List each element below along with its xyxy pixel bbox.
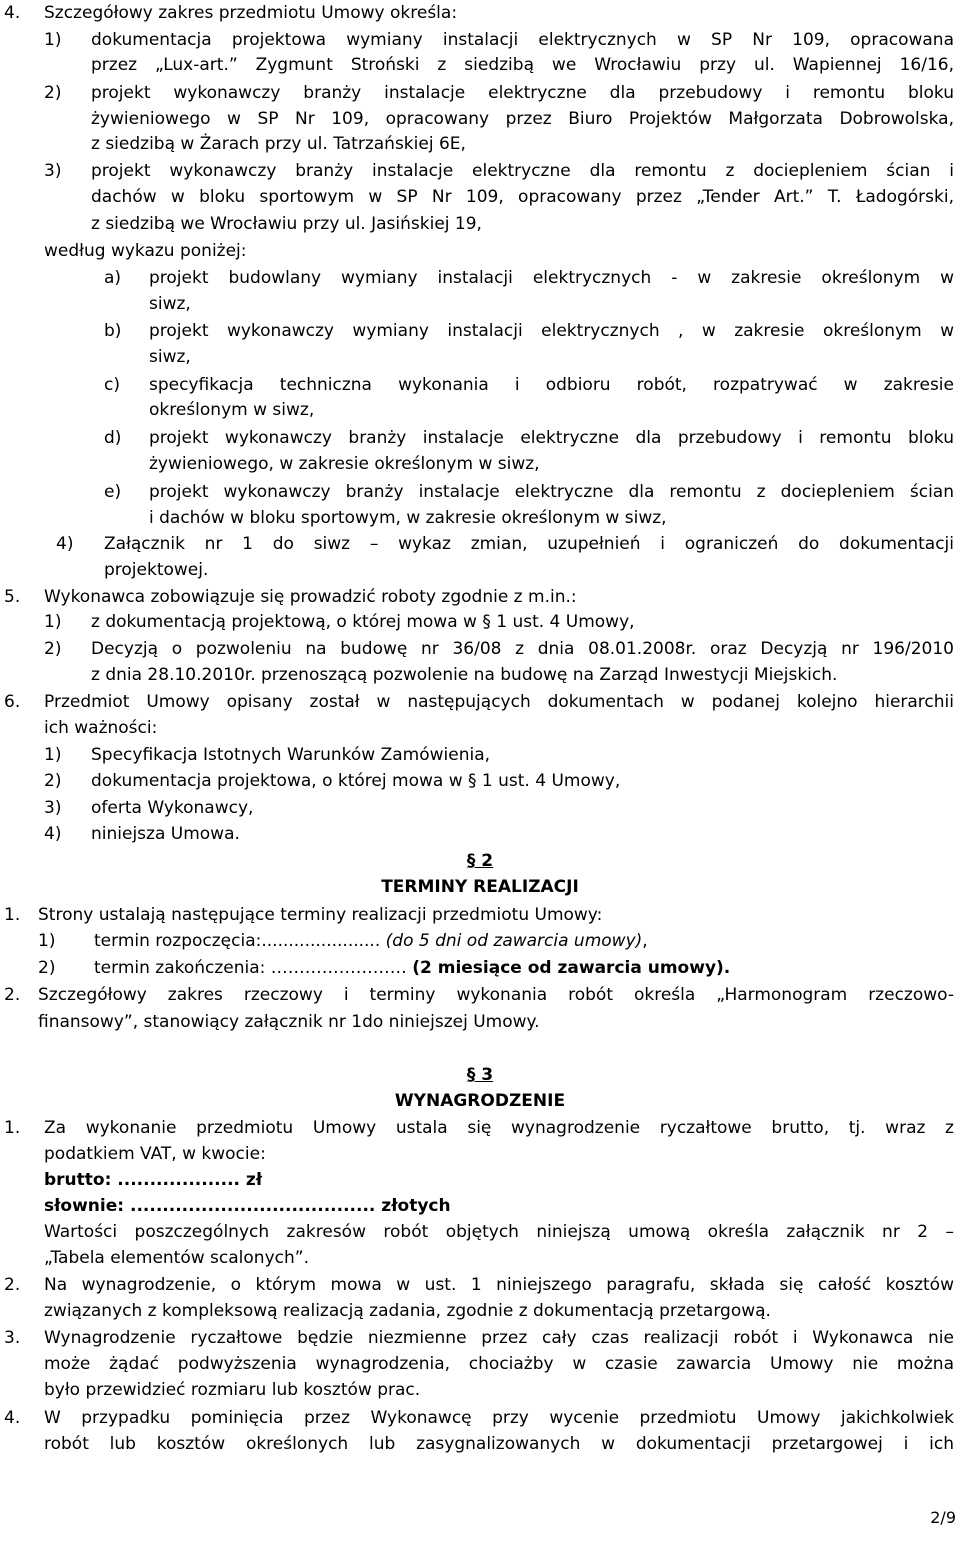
paragraph-line: Wartości poszczególnych zakresów robót objętych niniejszą umową określa załącznik nr 2 – <box>44 1222 954 1242</box>
end-date-note: (2 miesiące od zawarcia umowy). <box>412 958 731 978</box>
item-number: 2) <box>38 958 56 978</box>
item-number: 4) <box>56 534 74 554</box>
start-date-line <box>94 928 648 954</box>
paragraph-line: według wykazu poniżej: <box>44 241 247 261</box>
section-4-number: 4. <box>4 3 21 23</box>
item-number: 4) <box>44 824 62 844</box>
paragraph-sign: § 2 <box>466 851 494 871</box>
gross-amount: brutto: ................... zł <box>44 1170 263 1190</box>
section-4-heading: Szczegółowy zakres przedmiotu Umowy określa: <box>44 3 458 23</box>
sub-item-letter: c) <box>104 375 120 395</box>
paragraph-line: finansowy”, stanowiący załącznik nr 1do niniejszej Umowy. <box>38 1012 540 1032</box>
paragraph-line: dokumentacja projektowa wymiany instalacji elektrycznych w SP Nr 109, opracowana <box>91 30 954 50</box>
paragraph-line: robót lub kosztów określonych lub zasygnalizowanych w dokumentacji przetargowej i ich <box>44 1434 954 1454</box>
paragraph-line: Decyzją o pozwoleniu na budowę nr 36/08 z dnia 08.01.2008r. oraz Decyzją nr 196/2010 <box>91 639 954 659</box>
paragraph-line: projektowej. <box>104 560 209 580</box>
item-number: 4. <box>4 1408 21 1428</box>
paragraph-line: Przedmiot Umowy opisany został w następujących dokumentach w podanej kolejno hierarchii <box>44 692 954 712</box>
item-number: 1) <box>44 612 62 632</box>
end-date-label: termin zakończenia: …………………… <box>94 958 407 978</box>
paragraph-line: z dokumentacją projektową, o której mowa w § 1 ust. 4 Umowy, <box>91 612 635 632</box>
paragraph-line: przez „Lux-art.” Zygmunt Stroński z siedzibą we Wrocławiu przy ul. Wapiennej 16/16, <box>91 55 954 75</box>
amount-in-words: słownie: ...................................... złotych <box>44 1196 451 1216</box>
sub-item-letter: d) <box>104 428 122 448</box>
item-number: 1) <box>44 30 62 50</box>
section-5-heading: Wykonawca zobowiązuje się prowadzić roboty zgodnie z m.in.: <box>44 587 577 607</box>
list-item: oferta Wykonawcy, <box>91 798 254 818</box>
item-number: 3) <box>44 798 62 818</box>
sub-item-line: projekt budowlany wymiany instalacji elektrycznych - w zakresie określonym w <box>149 268 954 288</box>
paragraph-line: z siedzibą we Wrocławiu przy ul. Jasińskiej 19, <box>91 214 482 234</box>
sub-item-line: określonym w siwz, <box>149 400 315 420</box>
paragraph-line: Załącznik nr 1 do siwz – wykaz zmian, uzupełnień i ograniczeń do dokumentacji <box>104 534 954 554</box>
paragraph-line: dachów w bloku sportowym w SP Nr 109, opracowany przez „Tender Art.” T. Ładogórski, <box>91 187 954 207</box>
list-item: Specyfikacja Istotnych Warunków Zamówienia, <box>91 745 491 765</box>
list-item: niniejsza Umowa. <box>91 824 240 844</box>
paragraph-line: podatkiem VAT, w kwocie: <box>44 1144 266 1164</box>
sub-item-letter: a) <box>104 268 122 288</box>
paragraph-line: Szczegółowy zakres rzeczowy i terminy wykonania robót określa „Harmonogram rzeczowo- <box>38 985 954 1005</box>
paragraph-line: było przewidzieć rozmiaru lub kosztów prac. <box>44 1380 421 1400</box>
sub-item-line: żywieniowego, w zakresie określonym w siwz, <box>149 454 540 474</box>
paragraph-line: W przypadku pominięcia przez Wykonawcę przy wycenie przedmiotu Umowy jakichkolwiek <box>44 1408 954 1428</box>
item-number: 2) <box>44 639 62 659</box>
section-6-number: 6. <box>4 692 21 712</box>
sub-item-line: projekt wykonawczy branży instalacje elektryczne dla przebudowy i remontu bloku <box>149 428 954 448</box>
item-number: 1) <box>38 931 56 951</box>
paragraph-line: z siedzibą w Żarach przy ul. Tatrzańskiej 6E, <box>91 134 466 154</box>
start-date-label: termin rozpoczęcia:...................... <box>94 931 381 951</box>
item-number: 1. <box>4 905 21 925</box>
item-number: 2) <box>44 771 62 791</box>
sub-item-line: specyfikacja techniczna wykonania i odbioru robót, rozpatrywać w zakresie <box>149 375 954 395</box>
list-item: dokumentacja projektowa, o której mowa w § 1 ust. 4 Umowy, <box>91 771 621 791</box>
sub-item-letter: b) <box>104 321 122 341</box>
sub-item-line: projekt wykonawczy wymiany instalacji elektrycznych , w zakresie określonym w <box>149 321 954 341</box>
paragraph-line: projekt wykonawczy branży instalacje elektryczne dla remontu z dociepleniem ścian i <box>91 161 954 181</box>
paragraph-sign: § 3 <box>466 1065 494 1085</box>
item-number: 1) <box>44 745 62 765</box>
start-date-note: (do 5 dni od zawarcia umowy) <box>385 931 643 951</box>
section-title: WYNAGRODZENIE <box>394 1091 566 1111</box>
item-number: 3) <box>44 161 62 181</box>
punctuation: , <box>642 931 648 951</box>
item-number: 2) <box>44 83 62 103</box>
item-number: 3. <box>4 1328 21 1348</box>
page-number: 2/9 <box>930 1508 956 1527</box>
paragraph-line: związanych z kompleksową realizacją zadania, zgodnie z dokumentacją przetargową. <box>44 1301 771 1321</box>
paragraph-line: Na wynagrodzenie, o którym mowa w ust. 1 niniejszego paragrafu, składa się całość kosztów <box>44 1275 954 1295</box>
item-number: 2. <box>4 1275 21 1295</box>
section-title: TERMINY REALIZACJI <box>381 877 579 897</box>
paragraph-line: Za wykonanie przedmiotu Umowy ustala się wynagrodzenie ryczałtowe brutto, tj. wraz z <box>44 1118 954 1138</box>
sub-item-letter: e) <box>104 482 122 502</box>
paragraph-line: ich ważności: <box>44 718 158 738</box>
paragraph-line: projekt wykonawczy branży instalacje elektryczne dla przebudowy i remontu bloku <box>91 83 954 103</box>
item-number: 2. <box>4 985 21 1005</box>
paragraph-line: Wynagrodzenie ryczałtowe będzie niezmienne przez cały czas realizacji robót i Wykonawca nie <box>44 1328 954 1348</box>
item-number: 1. <box>4 1118 21 1138</box>
paragraph-line: z dnia 28.10.2010r. przenoszącą pozwolenie na budowę na Zarząd Inwestycji Miejskich. <box>91 665 838 685</box>
sub-item-line: i dachów w bloku sportowym, w zakresie określonym w siwz, <box>149 508 667 528</box>
section-5-number: 5. <box>4 587 21 607</box>
paragraph-line: żywieniowego w SP Nr 109, opracowany przez Biuro Projektów Małgorzata Dobrowolska, <box>91 109 954 129</box>
paragraph-line: Strony ustalają następujące terminy realizacji przedmiotu Umowy: <box>38 905 603 925</box>
end-date-line <box>94 955 730 981</box>
paragraph-line: może żądać podwyższenia wynagrodzenia, chociażby w czasie zawarcia Umowy nie można <box>44 1354 954 1374</box>
sub-item-line: siwz, <box>149 294 191 314</box>
sub-item-line: siwz, <box>149 347 191 367</box>
paragraph-line: „Tabela elementów scalonych”. <box>44 1248 309 1268</box>
sub-item-line: projekt wykonawczy branży instalacje elektryczne dla remontu z dociepleniem ścian <box>149 482 954 502</box>
